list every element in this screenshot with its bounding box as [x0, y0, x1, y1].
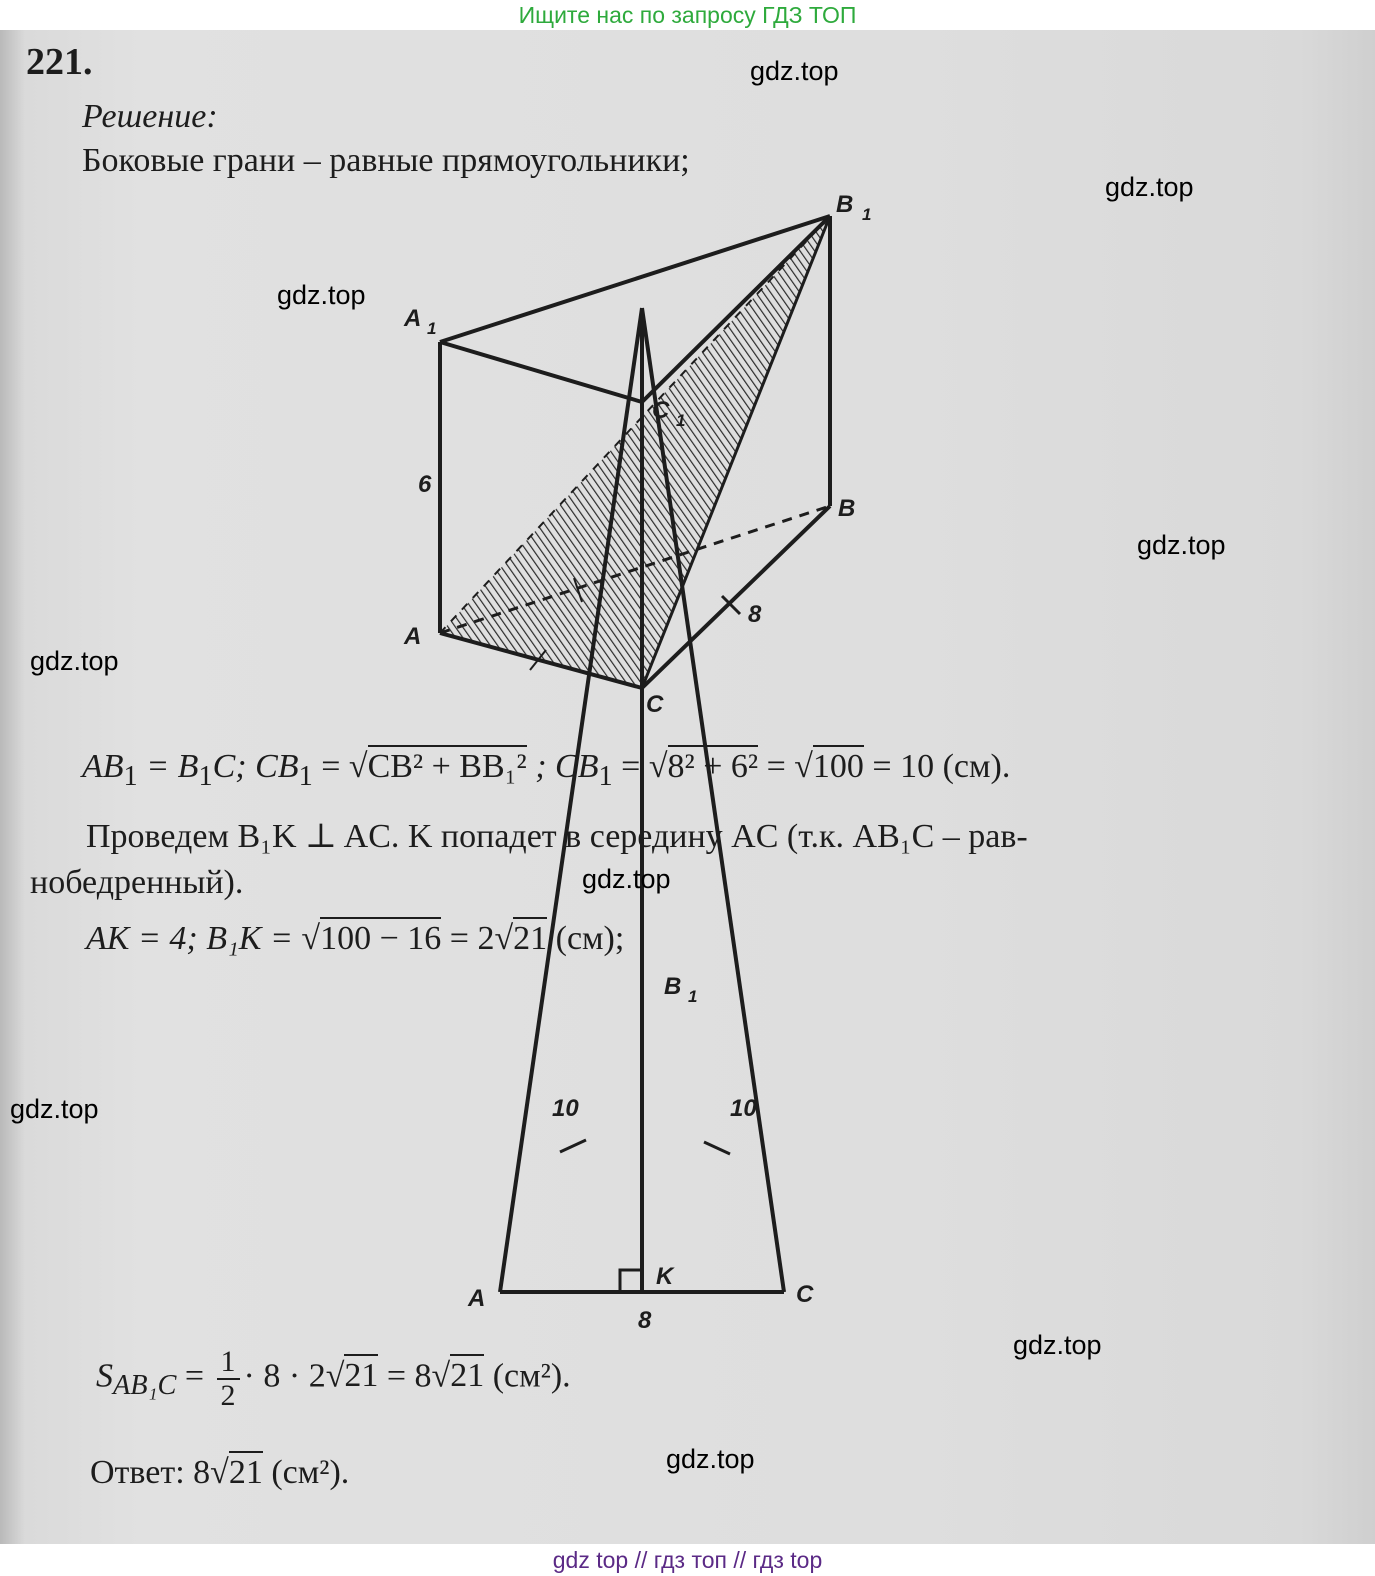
label-a: A	[404, 623, 422, 650]
tri-label-b1: B	[664, 973, 682, 1000]
tri-label-c: C	[796, 1281, 814, 1308]
label-b: B	[838, 495, 856, 522]
tick-cb	[722, 596, 740, 614]
problem-number: 221.	[26, 41, 93, 83]
label-a1: A	[404, 305, 422, 332]
label-c: C	[646, 691, 664, 718]
watermark: gdz.top	[1137, 530, 1226, 560]
tri-label-base-8: 8	[638, 1307, 652, 1334]
equation-area: $S_{AB_1C}$ = $\frac{1}{2}$ · 8 · 2√21 = 8√21 (см²).	[96, 1345, 571, 1412]
solution-line-2b: нобедренный).	[30, 864, 244, 901]
tri-label-b1-sub: 1	[688, 987, 698, 1006]
watermark: gdz.top	[10, 1094, 99, 1124]
right-angle-mark	[620, 1270, 642, 1292]
section-triangle-ab1c	[440, 216, 830, 688]
solution-line-2a: Проведем B₁K ⊥ AC. K попадет в середину AC (т.к. AB₁C – рав-	[86, 818, 1028, 855]
label-c1: C	[652, 397, 670, 424]
tri-edge-ab1	[500, 308, 642, 1292]
scanned-page	[0, 30, 1375, 1544]
answer-line: Ответ: 8√21 (см²).	[90, 1454, 349, 1492]
footer-links[interactable]: gdz top // гдз топ // гдз top	[0, 1544, 1375, 1576]
equation-1: $AB_1 = B_1C$; $CB_1 = √CB^2 + BB_1^2$ ; $CB_1 = √8^2 + 6^2 = √100 = 10$ (см).	[82, 748, 1010, 793]
tri-label-right-10: 10	[730, 1095, 757, 1122]
label-height-6: 6	[418, 471, 432, 498]
top-banner[interactable]: Ищите нас по запросу ГДЗ ТОП	[0, 0, 1375, 30]
tri-tick-left	[560, 1140, 586, 1152]
label-a1-sub: 1	[427, 319, 437, 338]
watermark: gdz.top	[1013, 1330, 1102, 1360]
watermark: gdz.top	[666, 1444, 755, 1474]
watermark: gdz.top	[750, 56, 839, 86]
label-c1-sub: 1	[676, 411, 686, 430]
tri-label-a: A	[468, 1285, 486, 1312]
watermark: gdz.top	[30, 646, 119, 676]
tri-label-k: K	[656, 1263, 674, 1290]
label-b1-sub: 1	[862, 205, 872, 224]
label-b1: B	[836, 191, 854, 218]
solution-heading: Решение:	[82, 98, 218, 135]
solution-line-1: Боковые грани – равные прямоугольники;	[82, 142, 690, 179]
label-base-8: 8	[748, 601, 762, 628]
watermark: gdz.top	[582, 864, 671, 894]
tri-label-left-10: 10	[552, 1095, 579, 1122]
equation-2: AK = 4; B₁K = √100 − 16 = 2√21 (см);	[86, 920, 624, 958]
watermark: gdz.top	[1105, 172, 1194, 202]
tri-tick-right	[704, 1142, 730, 1154]
watermark: gdz.top	[277, 280, 366, 310]
edge-a1c1	[440, 342, 642, 402]
